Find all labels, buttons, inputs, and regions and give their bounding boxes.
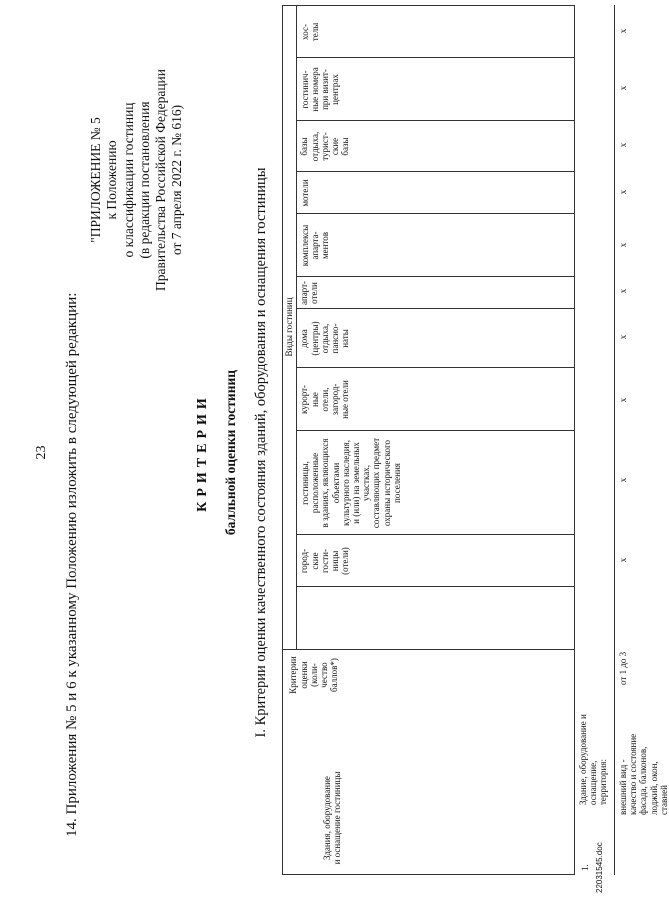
table-rule: [296, 276, 574, 277]
header-criteria: Критерии оценки (коли- чество баллов*): [288, 656, 340, 694]
row-building-equipment: Здание, оборудование и оснащение, территория:: [578, 714, 609, 805]
table-rule: [296, 308, 574, 309]
header-apart-hotels: апарт- отели: [298, 281, 319, 305]
table-rule: [296, 213, 574, 214]
amendment-intro: 14. Приложения № 5 и 6 к указанному Положению изложить в следующей редакции:: [64, 292, 80, 837]
table-rule: [296, 171, 574, 172]
header-resort-hotels: курорт- ные отели, загород- ные отели: [299, 380, 351, 419]
row-criteria-range: от 1 до 3: [618, 651, 628, 685]
cell-mark: x: [618, 189, 628, 195]
table-rule: [296, 5, 297, 650]
header-rest-homes: дома (центры) отдыха, пансио- наты: [299, 321, 351, 356]
table-rule: [614, 5, 615, 875]
section-title: I. Критерии оценки качественного состояния зданий, оборудования и оснащения гостиницы: [253, 167, 269, 738]
table-rule: [296, 586, 574, 587]
header-apartment-complexes: комплексы апарта- ментов: [299, 224, 331, 267]
annex-line: к Положению: [104, 140, 120, 220]
row-number: 1.: [580, 864, 590, 871]
cell-mark: x: [618, 557, 628, 563]
header-hostels: хос- телы: [299, 22, 320, 42]
table-rule: [282, 874, 574, 875]
criteria-table: [282, 5, 669, 875]
table-rule: [282, 5, 574, 6]
cell-mark: x: [618, 334, 628, 340]
header-visitor-centre-rooms: гостинич- ные номера при визит- центрах: [299, 67, 341, 112]
document-title: КРИТЕРИИ: [195, 393, 210, 512]
annex-line: о классификации гостиниц: [120, 102, 136, 258]
header-building: Здания, оборудование и оснащение гостиницы: [321, 771, 342, 865]
annex-line: (в редакции постановления: [136, 101, 152, 259]
row-facade-appearance: внешний вид - качество и состояние фасада, балконов, лоджий, окон, ставней: [618, 733, 669, 815]
header-heritage-hotels: гостиницы, расположенные в зданиях, являющихся объектами культурного наследия, и (или) на земельных участках, составляющих предмет охраны исторического поселения: [299, 437, 402, 529]
document-subtitle: балльной оценки гостиниц: [223, 369, 238, 536]
cell-mark: x: [618, 477, 628, 483]
table-rule: [282, 649, 574, 650]
annex-line: от 7 апреля 2022 г. № 616): [169, 104, 185, 256]
table-rule: [296, 430, 574, 431]
page-number: 23: [34, 445, 49, 460]
cell-mark: x: [618, 85, 628, 91]
cell-mark: x: [618, 242, 628, 248]
table-rule: [296, 120, 574, 121]
table-rule: [574, 5, 575, 875]
header-motels: мотели: [299, 179, 310, 207]
cell-mark: x: [618, 397, 628, 403]
cell-mark: x: [618, 142, 628, 148]
header-tourist-bases: базы отдыха, турист- ские базы: [299, 131, 351, 162]
document-code: 22031545.doc: [595, 842, 604, 893]
annex-line: "ПРИЛОЖЕНИЕ № 5: [88, 117, 103, 243]
header-city-hotels: город- ские гости- ницы (отели): [299, 547, 351, 575]
table-rule: [296, 534, 574, 535]
table-rule: [296, 367, 574, 368]
table-rule: [296, 57, 574, 58]
header-hotel-types-group: Виды гостиниц: [283, 297, 294, 357]
cell-mark: x: [618, 288, 628, 294]
cell-mark: x: [618, 28, 628, 34]
annex-header: [88, 25, 186, 335]
annex-line: Правительства Российской Федерации: [153, 69, 169, 291]
